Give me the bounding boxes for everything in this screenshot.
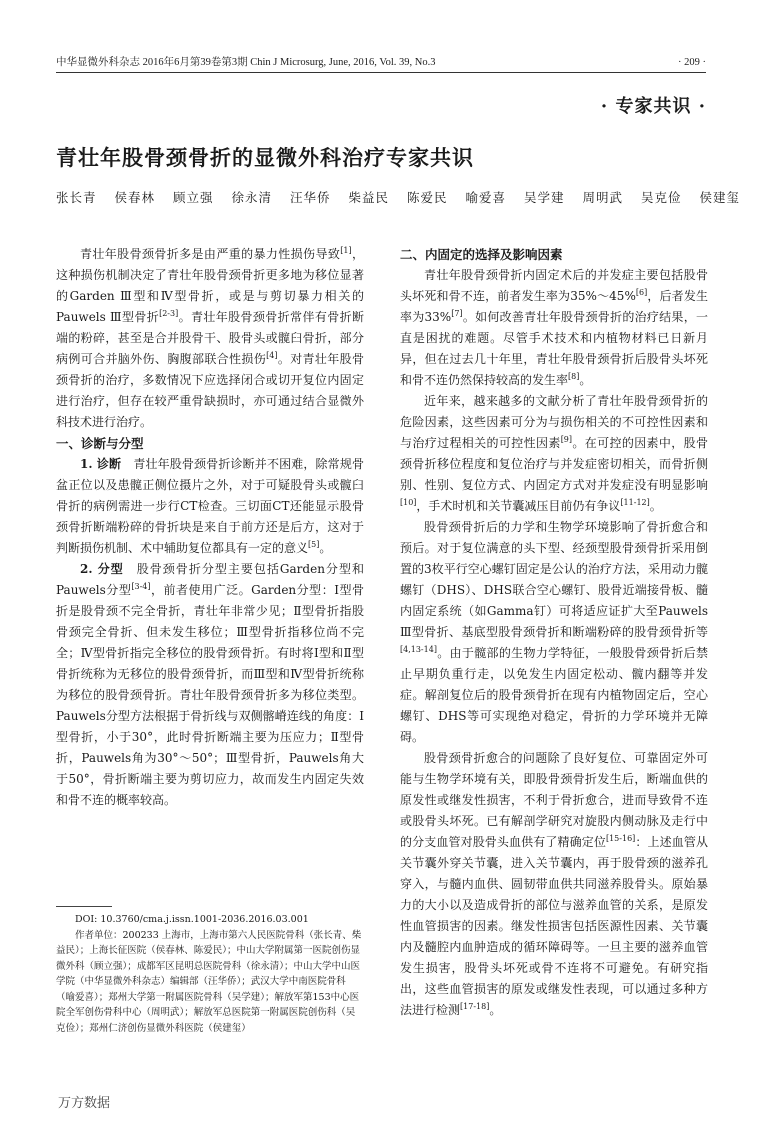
classification-paragraph xyxy=(56,559,364,811)
fixation-paragraph-4: 股骨颈骨折愈合的问题除了良好复位、可靠固定外可能与生物学环境有关，即股骨颈骨折发生后，断端血供的原发性或继发性损害，不利于骨折愈合，进而导致骨不连或股骨头坏死。已有解剖学研究对旋股内侧动脉及走行中的分支血管对股骨头血供有了精确定位[15-16]：上述血管从关节囊外穿关节囊，进入关节囊内，再于股骨颈的滋养孔穿入，与髓内血供、圆韧带血供共同滋养股骨头。原始暴力的大小以及造成骨折的部位与滋养血管的关系，是原发性血管损害的因素。继发性损害包括医源性因素、关节囊内及髓腔内血肿造成的循环障碍等。一旦主要的滋养血管发生损害，股骨头坏死或骨不连将不可避免。有研究指出，这些血管损害的原发或继发性表现，可以通过多种方法进行检测[17-18]。 xyxy=(400,751,708,1017)
author: 吴克俭 xyxy=(641,190,682,205)
right-column xyxy=(400,244,708,1021)
section-heading-diagnosis: 一、诊断与分型 xyxy=(56,436,144,451)
footnote xyxy=(56,912,362,1036)
doi: DOI: 10.3760/cma.j.issn.1001-2036.2016.03.001 xyxy=(75,914,309,925)
diagnosis-text: 青壮年股骨颈骨折诊断并不困难，除常规骨盆正位以及患髋正侧位摄片之外，对于可疑股骨头或髋臼骨折的病例需进一步行CT检查。三切面CT还能显示股骨颈骨折断端粉碎的骨折块是来自于前方还是后方，这对于判断损伤机制、术中辅助复位都具有一定的意义[5]。 xyxy=(56,457,364,555)
author-affiliations: 作者单位：200233 上海市，上海市第六人民医院骨科（张长青、柴益民）；上海长征医院（侯春林、陈爱民）；中山大学附属第一医院创伤显微外科（顾立强）；成都军区昆明总医院骨科（徐永清）；中山大学中山医学院（中华显微外科杂志）编辑部（汪华侨）；武汉大学中南医院骨科（喻爱喜）；郑州大学第一附属医院骨科（吴学建）；解放军第153中心医院全军创伤骨科中心（周明武）；解放军总医院第一附属医院创伤科（吴克俭）；郑州仁济创伤显微外科医院（侯建玺） xyxy=(56,929,362,1034)
citation-marker: [4,13-14] xyxy=(400,645,437,654)
author: 徐永清 xyxy=(231,190,273,205)
header-divider xyxy=(56,72,706,73)
author: 张长青 xyxy=(56,190,97,205)
page-number: · 209 · xyxy=(678,57,706,68)
citation-marker: [6] xyxy=(635,288,648,297)
section-heading-fixation: 二、内固定的选择及影响因素 xyxy=(400,247,563,262)
intro-paragraph: 青壮年股骨颈骨折多是由严重的暴力性损伤导致[1]，这种损伤机制决定了青壮年股骨颈骨折更多地为移位显著的Garden Ⅲ型和Ⅳ型骨折，或是与剪切暴力相关的Pauwels Ⅲ型骨折[2-3]。青壮年股骨颈骨折常伴有骨折断端的粉碎，甚至是合并股骨干、股骨头或髋臼骨折，部分病例可合并脑外伤、胸腹部联合性损伤[4]。对青壮年股骨颈骨折的治疗，多数情况下应选择闭合或切开复位内固定进行治疗，但存在较严重骨缺损时，亦可通过结合显微外科技术进行治疗。 xyxy=(56,246,364,429)
author-list xyxy=(56,188,741,206)
left-column xyxy=(56,244,364,811)
classification-text: 股骨颈骨折分型主要包括Garden分型和Pauwels分型[3-4]，前者使用广泛。Garden分型：Ⅰ型骨折是股骨颈不完全骨折，青壮年非常少见；Ⅱ型骨折指股骨颈完全骨折、但未发生移位；Ⅲ型骨折指移位尚不完全；Ⅳ型骨折指完全移位的股骨颈骨折。有时将Ⅰ型和Ⅱ型骨折统称为无移位的股骨颈骨折，而Ⅲ型和Ⅳ型骨折统称为移位的股骨颈骨折。青壮年股骨颈骨折多为移位类型。Pauwels分型方法根据于骨折线与双侧髂嵴连线的角度：Ⅰ型骨折，小于30°，此时骨折断端主要为压应力；Ⅱ型骨折，Pauwels角为30°～50°；Ⅲ型骨折，Pauwels角大于50°，骨折断端主要为剪切应力，故而发生内固定失效和骨不连的概率较高。 xyxy=(56,562,365,807)
author: 侯建玺 xyxy=(699,190,741,205)
watermark: 万方数据 xyxy=(58,1096,111,1111)
article-title: 青壮年股骨颈骨折的显微外科治疗专家共识 xyxy=(56,145,474,170)
citation-marker: [1] xyxy=(340,246,352,255)
citation-marker: [8] xyxy=(568,372,580,381)
footnote-divider xyxy=(56,906,112,907)
fixation-paragraph-3: 股骨颈骨折后的力学和生物学环境影响了骨折愈合和预后。对于复位满意的头下型、经颈型股骨颈骨折采用倒置的3枚平行空心螺钉固定是公认的治疗方法，采用动力髋螺钉（DHS）、DHS联合空心螺钉、股骨近端接骨板、髓内固定系统（如Gamma钉）可将适应证扩大至Pauwels Ⅲ型骨折、基底型股骨颈骨折和断端粉碎的股骨颈骨折等[4,13-14]。由于髋部的生物力学特征，一般股骨颈骨折后禁止早期负重行走，以免发生内固定松动、髋内翻等并发症。解剖复位后的股骨颈骨折在现有内植物固定后，空心螺钉、DHS等可实现绝对稳定，骨折的力学环境并无障碍。 xyxy=(400,520,708,744)
author: 柴益民 xyxy=(348,190,390,205)
author: 侯春林 xyxy=(114,190,156,205)
diagnosis-paragraph xyxy=(56,454,364,559)
journal-info: 中华显微外科杂志 2016年6月第39卷第3期 Chin J Microsurg, June, 2016, Vol. 39, No.3 xyxy=(56,57,436,68)
classification-label: 2. 分型 xyxy=(80,562,124,576)
author: 喻爱喜 xyxy=(465,190,507,205)
citation-marker: [3-4] xyxy=(131,582,151,591)
citation-marker: [17-18] xyxy=(460,1002,490,1011)
section-label: · 专家共识 · xyxy=(600,96,706,117)
citation-marker: [11-12] xyxy=(620,498,650,507)
author: 顾立强 xyxy=(173,190,214,205)
citation-marker: [5] xyxy=(308,540,320,549)
citation-marker: [4] xyxy=(266,351,278,360)
fixation-paragraph-2: 近年来，越来越多的文献分析了青壮年股骨颈骨折的危险因素，这些因素可分为与损伤相关的不可控性因素和与治疗过程相关的可控性因素[9]。在可控的因素中，股骨颈骨折移位程度和复位治疗与并发症密切相关，而骨折侧别、性别、复位方式、内固定方式对并发症没有明显影响[10]，手术时机和关节囊减压目前仍有争议[11-12]。 xyxy=(400,394,708,513)
fixation-paragraph-1: 青壮年股骨颈骨折内固定术后的并发症主要包括股骨头坏死和骨不连，前者发生率为35%～45%[6]，后者发生率为33%[7]。如何改善青壮年股骨颈骨折的治疗结果，一直是困扰的难题。尽管手术技术和内植物材料已日新月异，但在过去几十年里，青壮年股骨颈骨折后股骨头坏死和骨不连仍然保持较高的发生率[8]。 xyxy=(400,268,708,387)
citation-marker: [9] xyxy=(560,435,573,444)
author: 汪华侨 xyxy=(290,190,331,205)
author: 周明武 xyxy=(582,190,624,205)
citation-marker: [2-3] xyxy=(159,309,179,318)
citation-marker: [7] xyxy=(451,309,463,318)
citation-marker: [15-16] xyxy=(605,834,636,843)
diagnosis-label: 1. 诊断 xyxy=(80,457,122,471)
author: 陈爱民 xyxy=(407,190,448,205)
citation-marker: [10] xyxy=(400,498,417,507)
author: 吴学建 xyxy=(524,190,565,205)
